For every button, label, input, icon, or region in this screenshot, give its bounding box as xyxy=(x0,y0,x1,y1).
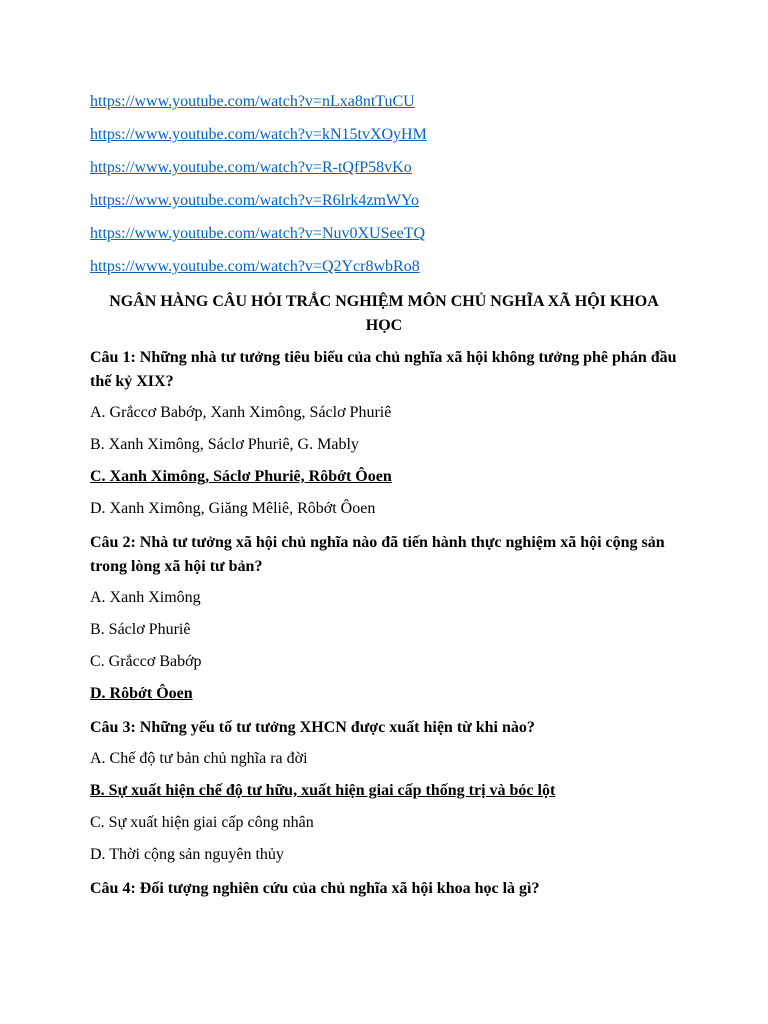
correct-answer-option xyxy=(90,684,680,704)
answer-option xyxy=(90,749,680,769)
option-text: B. Xanh Ximông, Sáclơ Phuriê, G. Mably xyxy=(90,436,359,453)
option-text: D. Thời cộng sản nguyên thủy xyxy=(90,846,284,863)
question-1: Câu 1: Những nhà tư tưởng tiêu biểu của chủ nghĩa xã hội không tưởng phê phán đầu thế kỷ XIX? xyxy=(90,349,677,390)
answer-option xyxy=(90,403,680,423)
youtube-link[interactable]: https://www.youtube.com/watch?v=R-tQfP58vKo xyxy=(90,159,412,176)
option-text: A. Grắccơ Babớp, Xanh Ximông, Sáclơ Phuriê xyxy=(90,404,392,421)
option-text: C. Xanh Ximông, Sáclơ Phuriê, Rôbớt Ôoen xyxy=(90,468,392,485)
answer-option xyxy=(90,435,680,455)
youtube-link[interactable]: https://www.youtube.com/watch?v=nLxa8ntTuCU xyxy=(90,93,415,110)
option-text: B. Sự xuất hiện chế độ tư hữu, xuất hiện giai cấp thống trị và bóc lột xyxy=(90,782,556,799)
option-text: A. Chế độ tư bản chủ nghĩa ra đời xyxy=(90,750,308,767)
option-text: D. Xanh Ximông, Giăng Mêliê, Rôbớt Ôoen xyxy=(90,500,376,517)
question-2: Câu 2: Nhà tư tưởng xã hội chủ nghĩa nào đã tiến hành thực nghiệm xã hội cộng sản trong lòng xã hội tư bản? xyxy=(90,534,665,575)
youtube-link[interactable]: https://www.youtube.com/watch?v=Nuv0XUSeeTQ xyxy=(90,225,426,242)
answer-option xyxy=(90,813,680,833)
option-text: B. Sáclơ Phuriê xyxy=(90,621,191,638)
answer-option xyxy=(90,588,680,608)
youtube-link[interactable]: https://www.youtube.com/watch?v=Q2Ycr8wbRo8 xyxy=(90,258,420,275)
answer-option xyxy=(90,652,680,672)
question-4: Câu 4: Đối tượng nghiên cứu của chủ nghĩa xã hội khoa học là gì? xyxy=(90,880,540,897)
option-text: D. Rôbớt Ôoen xyxy=(90,685,193,702)
answer-option xyxy=(90,620,680,640)
youtube-link[interactable]: https://www.youtube.com/watch?v=R6lrk4zmWYo xyxy=(90,192,419,209)
option-text: C. Sự xuất hiện giai cấp công nhân xyxy=(90,814,314,831)
correct-answer-option xyxy=(90,781,680,801)
option-text: A. Xanh Ximông xyxy=(90,589,201,606)
option-text: C. Grắccơ Babớp xyxy=(90,653,202,670)
correct-answer-option xyxy=(90,467,680,487)
youtube-links-list xyxy=(90,92,427,290)
question-3: Câu 3: Những yếu tố tư tưởng XHCN được xuất hiện từ khi nào? xyxy=(90,719,535,736)
question-list xyxy=(90,346,680,910)
answer-option xyxy=(90,499,680,519)
youtube-link[interactable]: https://www.youtube.com/watch?v=kN15tvXOyHM xyxy=(90,126,427,143)
document-title: NGÂN HÀNG CÂU HỎI TRẮC NGHIỆM MÔN CHỦ NGHĨA XÃ HỘI KHOA HỌC xyxy=(109,293,659,334)
answer-option xyxy=(90,845,680,865)
